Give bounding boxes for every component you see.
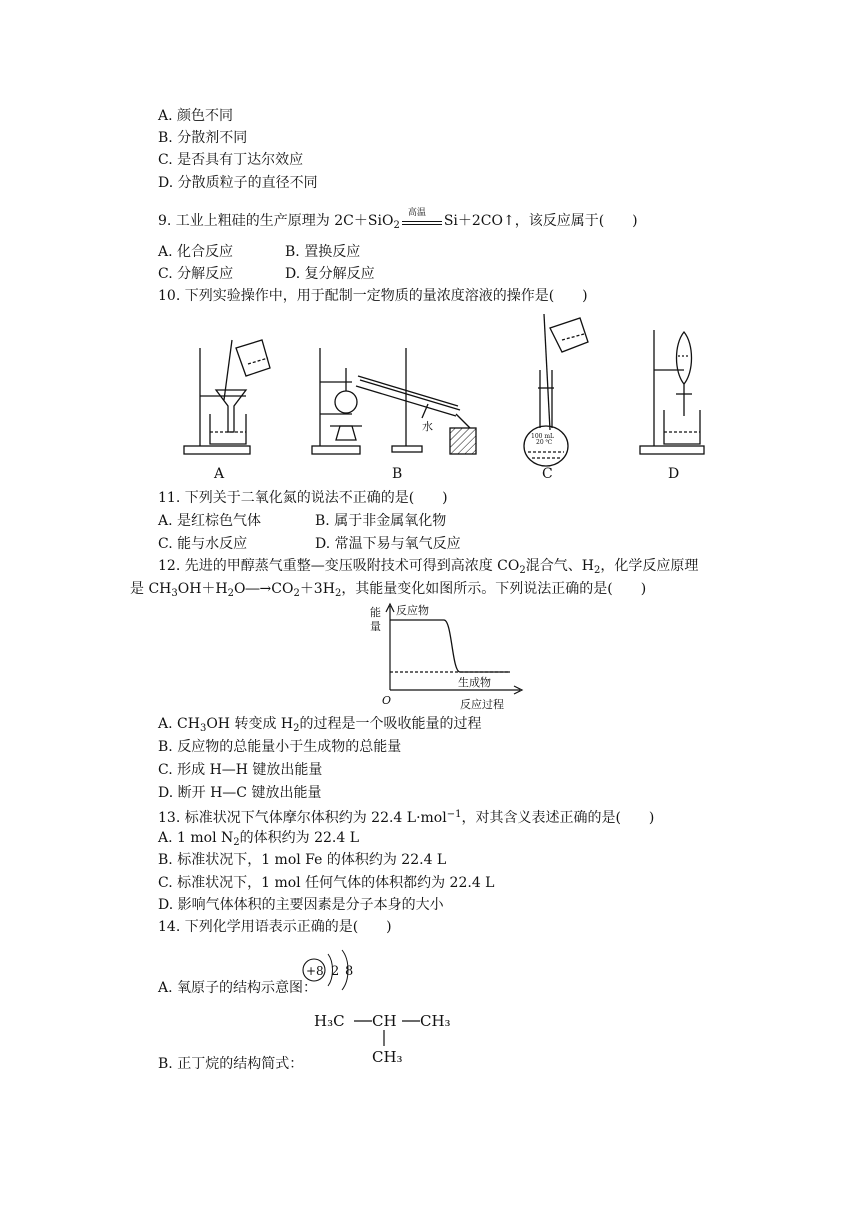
q13-a-pre: A. 1 mol N bbox=[158, 830, 234, 846]
q13-option-b: B. 标准状况下，1 mol Fe 的体积约为 22.4 L bbox=[158, 852, 447, 868]
struct-branch-group: CH₃ bbox=[372, 1048, 403, 1066]
q12-l1-sub2: 2 bbox=[593, 565, 601, 576]
q9-option-a: A. 化合反应 bbox=[158, 244, 234, 260]
energy-curve bbox=[390, 620, 510, 672]
energy-diagram-origin: O bbox=[382, 694, 392, 707]
q9-option-c: C. 分解反应 bbox=[158, 266, 234, 282]
oxygen-atom-diagram bbox=[300, 944, 390, 994]
q13-a-sub: 2 bbox=[233, 837, 240, 848]
q13-option-d: D. 影响气体体积的主要因素是分子本身的大小 bbox=[158, 897, 444, 913]
apparatus-label-d: D bbox=[668, 466, 680, 482]
q11-option-c: C. 能与水反应 bbox=[158, 536, 248, 552]
q9-sub: 2 bbox=[393, 220, 400, 231]
q12-l1-pre: 12. 先进的甲醇蒸气重整—变压吸附技术可得到高浓度 CO bbox=[158, 558, 520, 574]
q14-option-a: A. 氧原子的结构示意图： bbox=[158, 980, 318, 996]
energy-diagram-reactant: 反应物 bbox=[396, 604, 429, 617]
q12-option-a bbox=[158, 714, 481, 739]
q13-stem bbox=[158, 805, 654, 828]
apparatus-a-filtration bbox=[184, 340, 270, 454]
q13-stem-pre: 13. 标准状况下气体摩尔体积约为 22.4 L·mol bbox=[158, 810, 447, 826]
apparatus-b-water-label: 水 bbox=[422, 420, 433, 433]
q11-stem: 11. 下列关于二氧化氮的说法不正确的是( ) bbox=[158, 490, 448, 506]
q12-l1-post: 混合气、H bbox=[525, 558, 594, 574]
q9-equals-line-1 bbox=[402, 221, 442, 222]
q11-option-a: A. 是红棕色气体 bbox=[158, 513, 262, 529]
q14-option-b: B. 正丁烷的结构简式： bbox=[158, 1056, 304, 1072]
q9-stem-pre: 9. 工业上粗硅的生产原理为 2C＋SiO bbox=[158, 213, 394, 229]
q9-option-b: B. 置换反应 bbox=[285, 244, 361, 260]
q12-l1-end: ，化学反应原理 bbox=[600, 558, 699, 574]
apparatus-label-b: B bbox=[392, 466, 403, 482]
q12-l2-sub2: 2 bbox=[227, 588, 235, 599]
q9-stem-post: Si＋2CO↑，该反应属于( ) bbox=[443, 213, 638, 229]
q12-option-d: D. 断开 H—C 键放出能量 bbox=[158, 785, 322, 801]
q12-stem-line1 bbox=[158, 556, 698, 581]
apparatus-d-separatory-funnel bbox=[640, 330, 704, 454]
struct-middle-group: CH bbox=[372, 1012, 397, 1030]
q11-option-d: D. 常温下易与氧气反应 bbox=[315, 536, 461, 552]
q10-apparatus-figure bbox=[170, 310, 710, 488]
energy-diagram-y-label-2: 量 bbox=[370, 620, 381, 633]
apparatus-label-a: A bbox=[214, 466, 225, 482]
q14-stem: 14. 下列化学用语表示正确的是( ) bbox=[158, 919, 392, 935]
q12-l2-sub1: 3 bbox=[171, 588, 178, 599]
q12-l2-sub3: 2 bbox=[293, 588, 300, 599]
q12-l2-pre: 是 CH bbox=[130, 581, 172, 597]
q8-option-b: B. 分散剂不同 bbox=[158, 130, 248, 146]
q9-stem bbox=[158, 208, 638, 236]
q8-option-d: D. 分散质粒子的直径不同 bbox=[158, 175, 318, 191]
q8-option-a: A. 颜色不同 bbox=[158, 108, 234, 124]
atom-nucleus-charge: +8 bbox=[306, 964, 324, 978]
q11-option-b: B. 属于非金属氧化物 bbox=[315, 513, 447, 529]
q10-stem: 10. 下列实验操作中，用于配制一定物质的量浓度溶液的操作是( ) bbox=[158, 288, 588, 304]
q12-a-post: 的过程是一个吸收能量的过程 bbox=[299, 716, 482, 732]
q12-option-c: C. 形成 H—H 键放出能量 bbox=[158, 762, 323, 778]
apparatus-label-c: C bbox=[542, 466, 553, 482]
q12-l2-mid1: OH＋H bbox=[177, 581, 228, 597]
q9-option-d: D. 复分解反应 bbox=[285, 266, 375, 282]
q13-a-post: 的体积约为 22.4 L bbox=[239, 830, 359, 846]
q13-stem-sup: −1 bbox=[446, 809, 462, 820]
q12-l2-post: ，其能量变化如图所示。下列说法正确的是( ) bbox=[341, 581, 647, 597]
q12-option-b: B. 反应物的总能量小于生成物的总能量 bbox=[158, 739, 402, 755]
energy-diagram-y-label-1: 能 bbox=[370, 606, 381, 619]
q12-l2-mid3: ＋3H bbox=[299, 581, 335, 597]
q13-stem-post: ，对其含义表述正确的是( ) bbox=[461, 810, 655, 826]
q13-option-c: C. 标准状况下，1 mol 任何气体的体积都约为 22.4 L bbox=[158, 875, 495, 891]
q9-condition: 高温 bbox=[407, 208, 426, 218]
apparatus-c-volumetric-flask bbox=[524, 314, 588, 466]
q12-a-mid: OH 转变成 H bbox=[206, 716, 294, 732]
q12-a-sub2: 2 bbox=[293, 723, 300, 734]
flask-mark-temp: 20 ℃ bbox=[536, 439, 553, 446]
energy-diagram bbox=[360, 600, 530, 712]
energy-diagram-x-label: 反应过程 bbox=[460, 698, 504, 711]
q12-a-pre: A. CH bbox=[158, 716, 200, 732]
q12-l2-sub4: 2 bbox=[334, 588, 342, 599]
flask-mark-volume: 100 mL bbox=[531, 433, 555, 440]
atom-shell-2-count: 8 bbox=[345, 964, 354, 979]
q12-a-sub1: 3 bbox=[199, 723, 207, 734]
q12-l2-mid2: O―→CO bbox=[234, 581, 294, 597]
apparatus-b-distillation bbox=[312, 348, 476, 454]
energy-diagram-product: 生成物 bbox=[458, 676, 491, 689]
q9-equals-line-2 bbox=[402, 224, 442, 225]
struct-left-group: H₃C bbox=[314, 1012, 345, 1030]
q9-reaction-arrow bbox=[400, 208, 444, 231]
q12-l1-sub1: 2 bbox=[519, 565, 526, 576]
q8-option-c: C. 是否具有丁达尔效应 bbox=[158, 152, 304, 168]
butane-structure-formula bbox=[310, 1006, 460, 1068]
struct-right-group: CH₃ bbox=[420, 1012, 451, 1030]
atom-shell-1-count: 2 bbox=[331, 964, 340, 979]
